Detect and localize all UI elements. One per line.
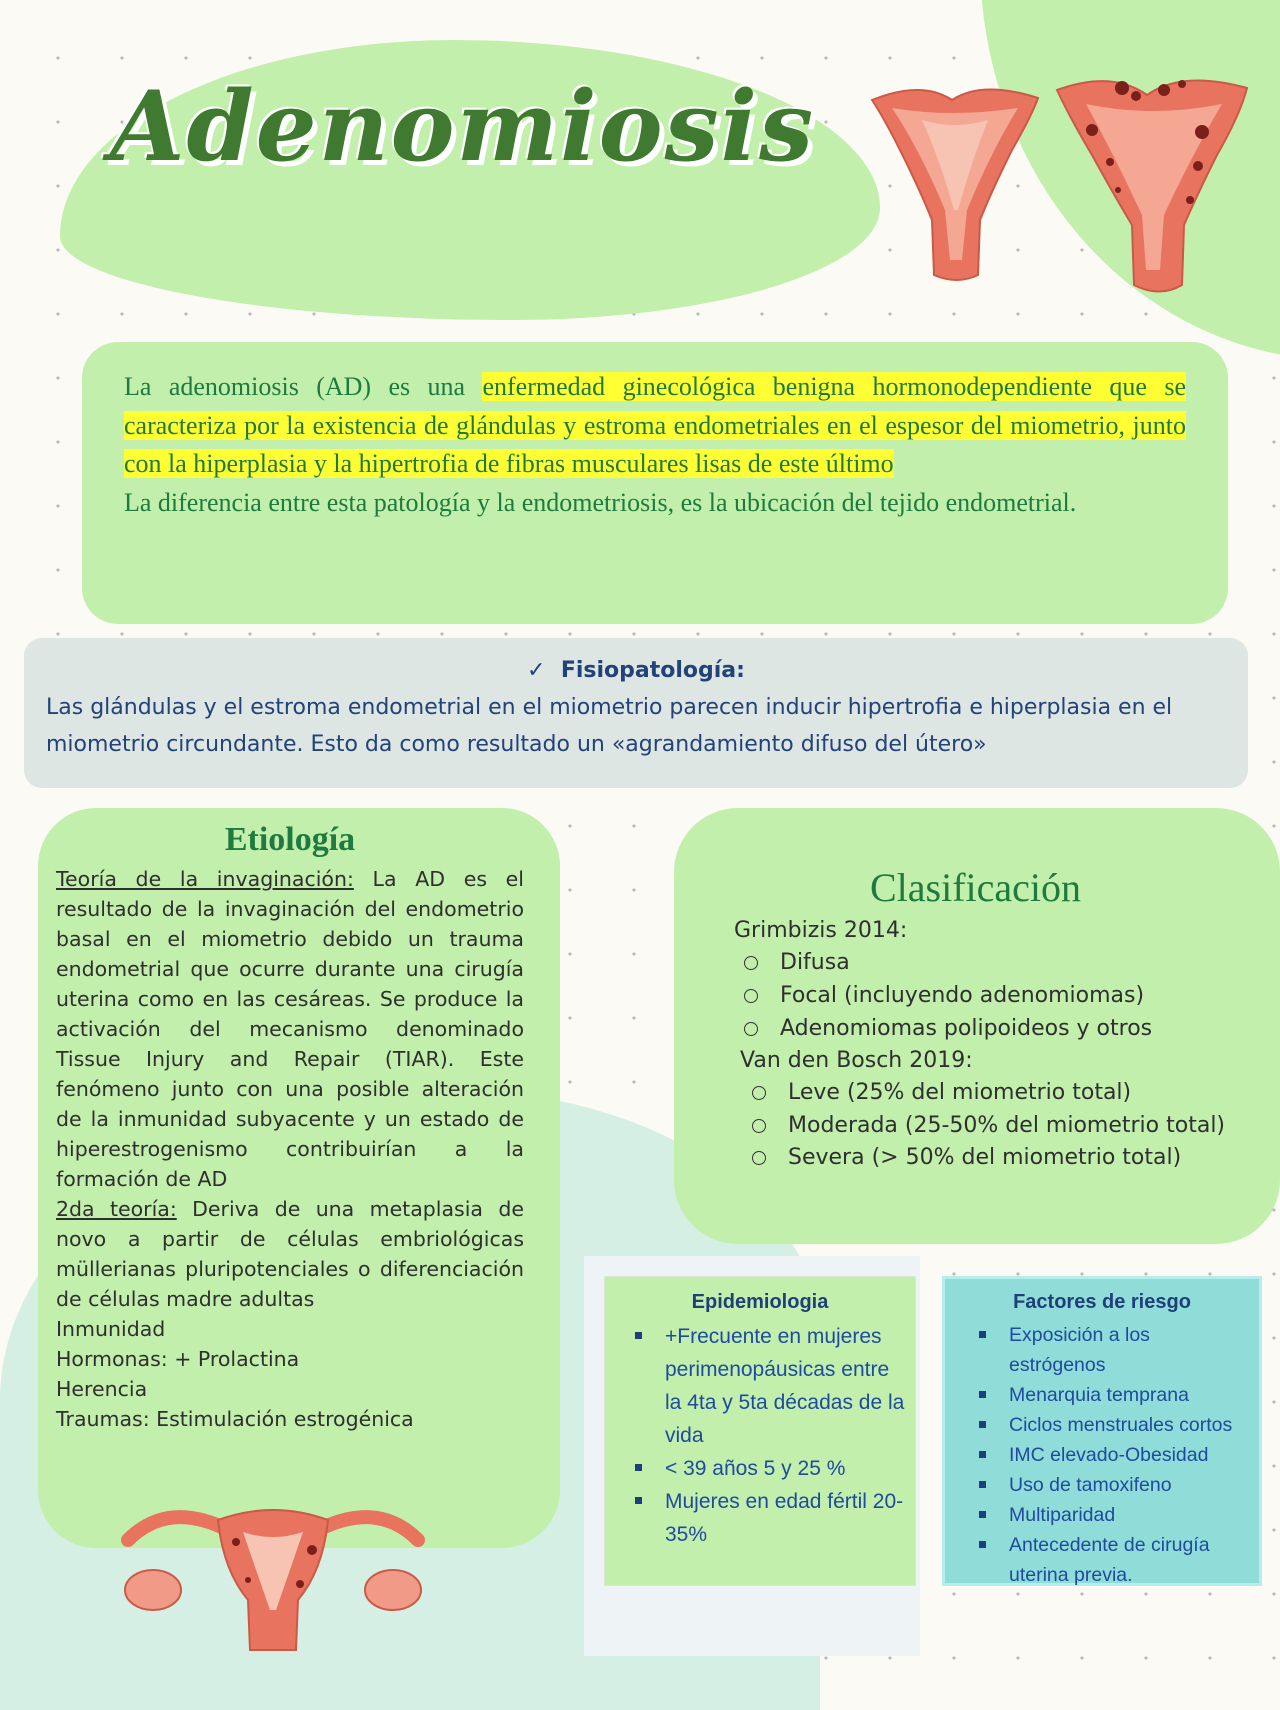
factor-item: Ciclos menstruales cortos	[959, 1410, 1245, 1440]
clasificacion-item: Difusa	[744, 950, 850, 975]
clasificacion-item: Adenomiomas polipoideos y otros	[744, 1016, 1152, 1041]
uterus-normal-illustration	[872, 89, 1038, 280]
intro-text-start: La adenomiosis (AD) es una	[124, 372, 483, 401]
factor-item: Multiparidad	[959, 1500, 1245, 1530]
clasificacion-item: Focal (incluyendo adenomiomas)	[744, 983, 1144, 1008]
epidemiologia-box	[604, 1276, 916, 1586]
factores-riesgo-box	[942, 1276, 1262, 1586]
intro-highlight: enfermedad ginecológica benigna hormonodependiente que se caracteriza por la existencia de glándulas y estroma endometriales en el espesor del miometrio, junto con la hiperplasia y la hipertrofia de fibras musculares lisas de este último	[124, 372, 1186, 478]
epidemiologia-item: Mujeres en edad fértil 20-35%	[615, 1485, 905, 1551]
etiologia-item: Traumas: Estimulación estrogénica	[56, 1407, 414, 1431]
epidemiologia-heading: Epidemiologia	[691, 1291, 829, 1313]
factores-riesgo-heading: Factores de riesgo	[1013, 1291, 1191, 1313]
clasificacion-item: Moderada (25-50% del miometrio total)	[752, 1113, 1225, 1138]
checkmark-icon: ✓	[527, 658, 561, 683]
clasificacion-heading: Clasificación	[870, 865, 1082, 910]
uterus-illustrations	[862, 70, 1262, 300]
factor-item: Menarquia temprana	[959, 1380, 1245, 1410]
etiologia-item: Inmunidad	[56, 1317, 166, 1341]
factor-item: Antecedente de cirugía uterina previa.	[959, 1530, 1245, 1590]
fisiopatologia-panel	[24, 638, 1248, 788]
etiologia-heading: Etiología	[224, 821, 356, 858]
intro-difference-text: La diferencia entre esta patología y la endometriosis, es la ubicación del tejido endometrial.	[124, 487, 1077, 517]
uterus-adenomyosis-illustration	[1057, 80, 1247, 292]
etiologia-item: Herencia	[56, 1377, 148, 1401]
etiologia-panel	[38, 808, 560, 1548]
uterus-ovaries-illustration	[108, 1480, 438, 1656]
page-title: Adenomiosis	[110, 70, 816, 183]
theory-second: 2da teoría: Deriva de una metaplasia de novo a partir de células embriológicas müllerianas pluripotenciales o diferenciación de células madre adultas	[56, 1197, 524, 1311]
factor-item: IMC elevado-Obesidad	[959, 1440, 1245, 1470]
intro-panel	[82, 342, 1228, 624]
theory-invagination: Teoría de la invaginación: La AD es el resultado de la invaginación del endometrio basal en el miometrio debido un trauma endometrial que ocurre durante una cirugía uterina como en las cesáreas. Se produce la activación del mecanismo denominado Tissue Injury and Repair (TIAR). Este fenómeno junto con una posible alteración de la inmunidad subyacente y un estado de hiperestrogenismo contribuirían a la formación de AD	[56, 867, 524, 1191]
vandenbosch-heading: Van den Bosch 2019:	[740, 1048, 973, 1073]
factor-item: Uso de tamoxifeno	[959, 1470, 1245, 1500]
clasificacion-item: Leve (25% del miometrio total)	[752, 1080, 1131, 1105]
factor-item: Exposición a los estrógenos	[959, 1320, 1245, 1380]
clasificacion-item: Severa (> 50% del miometrio total)	[752, 1145, 1181, 1170]
fisiopatologia-heading: ✓ Fisiopatología:	[527, 658, 745, 683]
fisiopatologia-text: Las glándulas y el estroma endometrial en el miometrio parecen inducir hipertrofia e hiperplasia en el miometrio circundante. Esto da como resultado un «agrandamiento difuso del útero»	[46, 695, 1173, 757]
grimbizis-heading: Grimbizis 2014:	[734, 918, 908, 943]
epidemiologia-item: +Frecuente en mujeres perimenopáusicas entre la 4ta y 5ta décadas de la vida	[615, 1320, 905, 1452]
etiologia-item: Hormonas: + Prolactina	[56, 1347, 300, 1371]
epidemiologia-item: < 39 años 5 y 25 %	[615, 1452, 905, 1485]
